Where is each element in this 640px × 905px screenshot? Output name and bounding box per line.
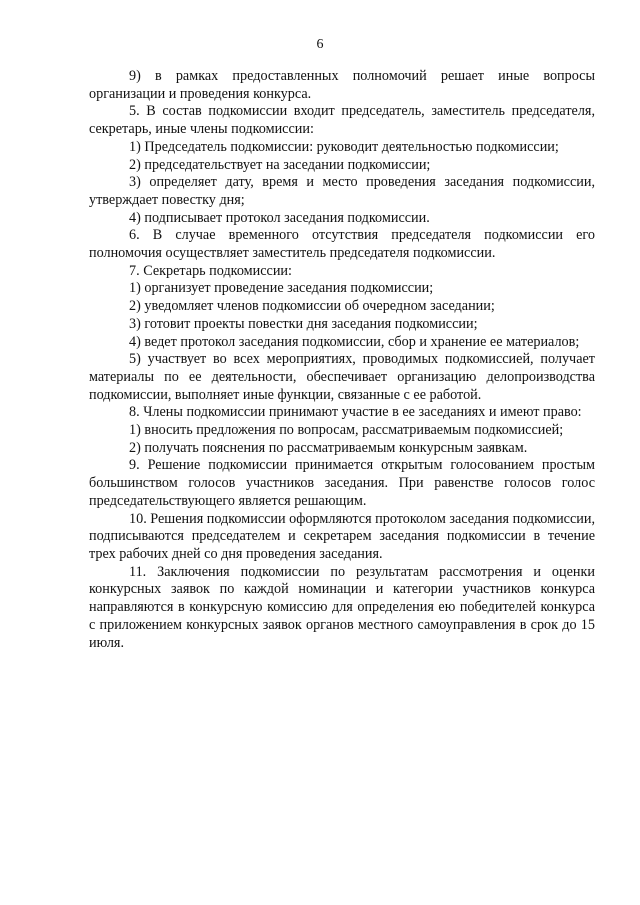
paragraph-6: 6. В случае временного отсутствия председателя подкомиссии его полномочия осуществляет заместитель председателя подкомиссии. <box>89 227 595 262</box>
paragraph-11: 11. Заключения подкомиссии по результатам рассмотрения и оценки конкурсных заявок по каждой номинации и категории участников конкурса направляются в конкурсную комиссию для определения ею победителей конкурса с приложением конкурсных заявок органов местного самоуправления в срок до 15 июля. <box>89 563 595 651</box>
paragraph-5: 5. В состав подкомиссии входит председатель, заместитель председателя, секретарь, иные члены подкомиссии: <box>89 103 595 138</box>
list-item-members-2: 2) получать пояснения по рассматриваемым конкурсным заявкам. <box>129 439 528 456</box>
list-item-secretary-2: 2) уведомляет членов подкомиссии об очередном заседании; <box>129 298 495 315</box>
list-item-secretary-4: 4) ведет протокол заседания подкомиссии, сбор и хранение ее материалов; <box>129 333 580 350</box>
paragraph-8: 8. Члены подкомиссии принимают участие в ее заседаниях и имеют право: <box>129 404 582 421</box>
paragraph-10: 10. Решения подкомиссии оформляются протоколом заседания подкомиссии, подписываются председателем и секретарем заседания подкомиссии в течение трех рабочих дней со дня проведения заседания. <box>89 510 595 562</box>
paragraph-9-item: 9) в рамках предоставленных полномочий решает иные вопросы организации и проведения конкурса. <box>89 68 595 102</box>
list-item-chair-3: 3) определяет дату, время и место проведения заседания подкомиссии, утверждает повестку дня; <box>89 174 595 208</box>
paragraph-7: 7. Секретарь подкомиссии: <box>129 262 292 279</box>
list-item-secretary-5: 5) участвует во всех мероприятиях, проводимых подкомиссией, получает материалы по ее деятельности, обеспечивает организацию делопроизводства подкомиссии, выполняет иные функции, связанные с ее работой. <box>89 351 595 403</box>
document-body <box>89 68 595 652</box>
paragraph-9: 9. Решение подкомиссии принимается открытым голосованием простым большинством голосов участников заседания. При равенстве голосов голос председательствующего является решающим. <box>89 457 595 509</box>
list-item-secretary-1: 1) организует проведение заседания подкомиссии; <box>129 280 434 297</box>
page-number: 6 <box>316 37 324 52</box>
list-item-chair-1: 1) Председатель подкомиссии: руководит деятельностью подкомиссии; <box>129 138 559 155</box>
list-item-chair-4: 4) подписывает протокол заседания подкомиссии. <box>129 209 430 226</box>
list-item-secretary-3: 3) готовит проекты повестки дня заседания подкомиссии; <box>129 315 478 332</box>
list-item-members-1: 1) вносить предложения по вопросам, рассматриваемым подкомиссией; <box>129 422 564 439</box>
list-item-chair-2: 2) председательствует на заседании подкомиссии; <box>129 156 431 173</box>
